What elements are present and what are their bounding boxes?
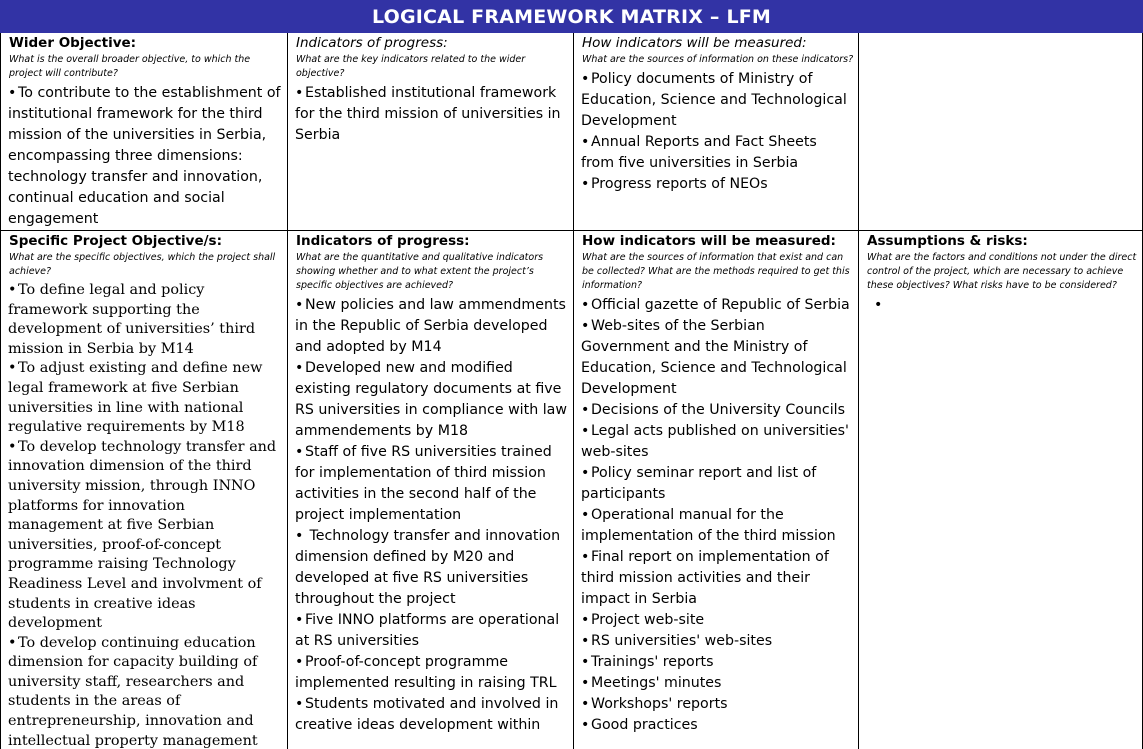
list-item-text: Students motivated and involved in creative ideas development within xyxy=(295,696,559,733)
list-item xyxy=(295,652,569,694)
list-item xyxy=(581,69,854,132)
list-item xyxy=(8,281,283,359)
list-item-text: Staff of five RS universities trained for implementation of third mission activities in the second half of the project implementation xyxy=(295,444,552,523)
bullet-icon: • xyxy=(581,134,590,150)
list-item-text: Good practices xyxy=(591,717,698,733)
list-item xyxy=(581,463,854,505)
list-item xyxy=(581,715,854,736)
bullet-icon: • xyxy=(295,696,304,712)
bullet-icon: • xyxy=(8,360,17,377)
specific-indicators-header: Indicators of progress: xyxy=(296,233,470,249)
bullet-icon: • xyxy=(581,654,590,670)
bullet-icon: • xyxy=(295,654,304,670)
list-item xyxy=(581,316,854,400)
list-item xyxy=(295,83,569,146)
list-item-text: Meetings' minutes xyxy=(591,675,722,691)
assumptions-cell xyxy=(859,231,1143,749)
list-item xyxy=(581,673,854,694)
wider-measurement-header: How indicators will be measured: xyxy=(582,35,807,51)
list-item xyxy=(8,634,283,749)
wider-indicators-cell xyxy=(288,33,574,231)
bullet-icon: • xyxy=(581,612,590,628)
list-item xyxy=(581,694,854,715)
bullet-icon: • xyxy=(874,297,883,313)
list-item xyxy=(581,400,854,421)
wider-objective-header: Wider Objective: xyxy=(9,35,137,51)
specific-indicators-hint: What are the quantitative and qualitative indicators showing whether and to what extent the project’s specific objectives are achieved? xyxy=(296,252,544,291)
bullet-icon: • xyxy=(8,282,17,298)
list-item-text: Decisions of the University Councils xyxy=(591,402,846,418)
wider-measurement-hint: What are the sources of information on these indicators? xyxy=(582,54,854,65)
wider-measurement-list xyxy=(580,69,854,195)
assumptions-list xyxy=(873,295,1138,316)
bullet-icon: • xyxy=(581,465,590,481)
list-item-text: Technology transfer and innovation dimension defined by M20 and developed at five RS universities throughout the project xyxy=(295,528,561,607)
list-item-text: Operational manual for the implementation of the third mission xyxy=(581,507,836,544)
list-item-text: Proof-of-concept programme implemented resulting in raising TRL xyxy=(295,654,557,691)
specific-measurement-cell xyxy=(574,231,859,749)
list-item xyxy=(581,132,854,174)
list-item-text: Progress reports of NEOs xyxy=(591,176,768,192)
specific-objective-hint: What are the specific objectives, which the project shall achieve? xyxy=(9,252,276,277)
list-item xyxy=(581,631,854,652)
specific-objective-cell xyxy=(0,231,288,749)
assumptions-hint: What are the factors and conditions not under the direct control of the project, which are necessary to achieve these objectives? What risks have to be considered? xyxy=(867,252,1137,291)
page-title: LOGICAL FRAMEWORK MATRIX – LFM xyxy=(0,0,1143,33)
bullet-icon: • xyxy=(8,85,17,101)
list-item-text: Workshops' reports xyxy=(591,696,728,712)
bullet-icon: • xyxy=(581,633,590,649)
bullet-icon: • xyxy=(581,176,590,192)
bullet-icon: • xyxy=(581,297,590,313)
bullet-icon: • xyxy=(295,360,304,376)
bullet-icon: • xyxy=(581,71,590,87)
list-item xyxy=(8,83,283,230)
list-item xyxy=(295,610,569,652)
bullet-icon: • xyxy=(581,318,590,334)
bullet-icon: • xyxy=(581,717,590,733)
list-item-text: To develop technology transfer and innovation dimension of the third university mission, through INNO platforms for innovation management at five Serbian universities, proof-of-concept programme raising Technology Readiness Level and involvment of students in creative ideas development xyxy=(8,438,277,632)
list-item-text: Project web-site xyxy=(591,612,705,628)
list-item xyxy=(295,358,569,442)
list-item xyxy=(581,610,854,631)
wider-indicators-list xyxy=(294,83,569,146)
bullet-icon: • xyxy=(581,696,590,712)
list-item xyxy=(581,174,854,195)
bullet-icon: • xyxy=(295,612,304,628)
list-item xyxy=(295,526,569,610)
list-item xyxy=(581,547,854,610)
specific-measurement-header: How indicators will be measured: xyxy=(582,233,836,249)
list-item xyxy=(295,295,569,358)
list-item-text: Policy documents of Ministry of Education, Science and Technological Development xyxy=(581,71,847,129)
list-item-text: Final report on implementation of third mission activities and their impact in Serbia xyxy=(581,549,829,607)
list-item-text: To define legal and policy framework supporting the development of universities’ third mission in Serbia by M14 xyxy=(8,282,256,357)
list-item-text: Five INNO platforms are operational at RS universities xyxy=(295,612,560,649)
list-item-text: To develop continuing education dimension for capacity building of university staff, researchers and students in the areas of entrepreneurship, innovation and intellectual property management xyxy=(8,634,258,749)
list-item xyxy=(581,421,854,463)
list-item-text: New policies and law ammendments in the Republic of Serbia developed and adopted by M14 xyxy=(295,297,566,355)
list-item-text: Web-sites of the Serbian Government and the Ministry of Education, Science and Technological Development xyxy=(581,318,847,397)
wider-objective-cell xyxy=(0,33,288,231)
specific-measurement-hint: What are the sources of information that exist and can be collected? What are the methods required to get this information? xyxy=(582,252,850,291)
bullet-icon: • xyxy=(581,549,590,565)
specific-measurement-list xyxy=(580,295,854,736)
wider-objective-list xyxy=(7,83,283,230)
assumptions-header: Assumptions & risks: xyxy=(867,233,1028,249)
specific-indicators-list xyxy=(294,295,569,736)
list-item xyxy=(8,359,283,437)
wider-empty-cell xyxy=(859,33,1143,231)
list-item-text: Legal acts published on universities' web-sites xyxy=(581,423,849,460)
wider-indicators-header: Indicators of progress: xyxy=(296,35,448,51)
list-item xyxy=(581,295,854,316)
list-item-text: RS universities' web-sites xyxy=(591,633,773,649)
list-item xyxy=(581,652,854,673)
bullet-icon: • xyxy=(8,634,17,651)
specific-objective-list xyxy=(7,281,283,749)
bullet-icon: • xyxy=(581,402,590,418)
bullet-icon: • xyxy=(295,444,304,460)
bullet-icon: • xyxy=(295,85,304,101)
lfm-table xyxy=(0,33,1143,749)
list-item-text: Established institutional framework for the third mission of universities in Serbia xyxy=(295,85,561,143)
list-item-text: Trainings' reports xyxy=(591,654,714,670)
list-item xyxy=(8,438,283,634)
bullet-icon: • xyxy=(581,675,590,691)
bullet-icon: • xyxy=(581,423,590,439)
list-item-text: Official gazette of Republic of Serbia xyxy=(591,297,850,313)
bullet-icon: • xyxy=(295,528,304,544)
wider-indicators-hint: What are the key indicators related to the wider objective? xyxy=(296,54,526,79)
bullet-icon: • xyxy=(8,438,17,455)
specific-objective-header: Specific Project Objective/s: xyxy=(9,233,222,249)
bullet-icon: • xyxy=(581,507,590,523)
list-item xyxy=(581,505,854,547)
list-item-text: Developed new and modified existing regulatory documents at five RS universities in compliance with law ammendements by M18 xyxy=(295,360,567,439)
specific-indicators-cell xyxy=(288,231,574,749)
bullet-icon: • xyxy=(295,297,304,313)
wider-objective-hint: What is the overall broader objective, to which the project will contribute? xyxy=(9,54,251,79)
list-item xyxy=(295,442,569,526)
list-item xyxy=(874,295,1138,316)
wider-measurement-cell xyxy=(574,33,859,231)
list-item-text: Policy seminar report and list of participants xyxy=(581,465,817,502)
list-item-text: To adjust existing and define new legal framework at five Serbian universities in line with national regulative requirements by M18 xyxy=(8,360,263,436)
list-item-text: Annual Reports and Fact Sheets from five universities in Serbia xyxy=(581,134,817,171)
list-item xyxy=(295,694,569,736)
list-item-text: To contribute to the establishment of institutional framework for the third mission of the universities in Serbia, encompassing three dimensions: technology transfer and innovation, continual education and social engagement xyxy=(8,85,281,227)
